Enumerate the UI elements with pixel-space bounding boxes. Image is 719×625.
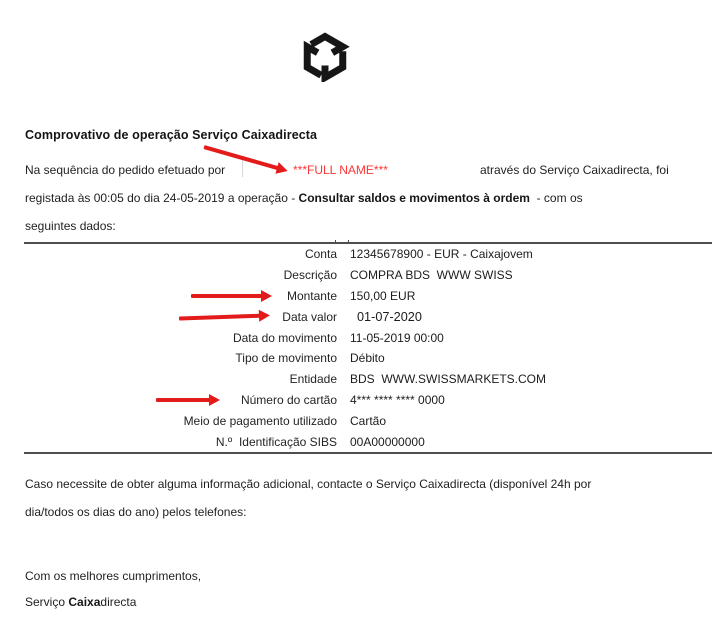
row-value: BDS WWW.SWISSMARKETS.COM [350, 372, 547, 387]
row-value: 4*** **** **** 0000 [350, 392, 445, 407]
intro-line-3: seguintes dados: [25, 219, 116, 233]
row-value: 00A00000000 [350, 434, 425, 449]
row-label: Entidade [289, 372, 337, 387]
row-value: 11-05-2019 00:00 [350, 330, 444, 345]
table-row-sibs [24, 431, 712, 452]
redacted-full-name: ***FULL NAME*** [293, 163, 388, 177]
arrow-head [259, 309, 270, 321]
row-label: Conta [304, 247, 337, 262]
annotation-arrow-montante-icon [191, 290, 272, 302]
row-label: N.º Identificação SIBS [215, 434, 337, 449]
intro-text: - com os [529, 191, 583, 205]
row-label: Tipo de movimento [235, 351, 337, 366]
contact-note-line-2: dia/todos os dias do ano) pelos telefones: [25, 505, 247, 519]
signature-text: Serviço [25, 594, 69, 609]
row-label: Montante [286, 288, 337, 303]
contact-note-line-1: Caso necessite de obter alguma informação adicional, contacte o Serviço Caixadirecta (disponível 24h por [25, 477, 592, 491]
table-row-data-movimento [24, 327, 712, 348]
row-value: Cartão [350, 413, 387, 428]
operation-name: Consultar saldos e movimentos à ordem [298, 191, 530, 205]
arrow-head [275, 162, 289, 177]
intro-line-2 [25, 191, 583, 205]
annotation-arrow-cartao-icon [156, 394, 220, 406]
closing-signature [25, 590, 625, 616]
row-label: Número do cartão [240, 392, 337, 407]
intro-text: através do Serviço Caixadirecta, foi [480, 163, 669, 177]
row-label: Data valor [282, 309, 337, 324]
row-value: 150,00 EUR [350, 288, 416, 303]
table-row-descricao [24, 265, 712, 286]
table-row-data-valor [24, 306, 712, 327]
row-value: 01-07-2020 [357, 309, 422, 324]
table-row-conta [24, 244, 712, 265]
table-row-montante [24, 286, 712, 307]
arrow-head [209, 394, 220, 406]
arrow-shaft [191, 294, 262, 298]
table-row-entidade [24, 369, 712, 390]
signature-text: directa [100, 594, 137, 609]
table-row-meio-pagamento [24, 410, 712, 431]
intro-text: Na sequência do pedido efetuado por [25, 163, 226, 177]
row-value: Débito [350, 351, 385, 366]
arrow-head [261, 290, 272, 302]
table-row-tipo-movimento [24, 348, 712, 369]
table-row-numero-cartao [24, 390, 712, 411]
operation-details-table [24, 242, 712, 454]
arrow-shaft [156, 398, 210, 402]
closing-salutation: Com os melhores cumprimentos, [25, 569, 202, 583]
row-value: COMPRA BDS WWW SWISS [350, 268, 513, 283]
bank-logo-icon [300, 32, 350, 82]
document-title: Comprovativo de operação Serviço Caixadirecta [25, 128, 318, 142]
closing-block [25, 564, 625, 615]
signature-brand: Caixa [68, 594, 101, 609]
row-label: Descrição [283, 268, 337, 283]
arrow-shaft [179, 314, 260, 321]
row-value: 12345678900 - EUR - Caixajovem [350, 247, 533, 262]
contact-note [25, 470, 705, 526]
intro-text: registada às 00:05 do dia 24-05-2019 a operação - [25, 191, 299, 205]
row-label: Meio de pagamento utilizado [183, 413, 337, 428]
row-label: Data do movimento [232, 330, 337, 345]
